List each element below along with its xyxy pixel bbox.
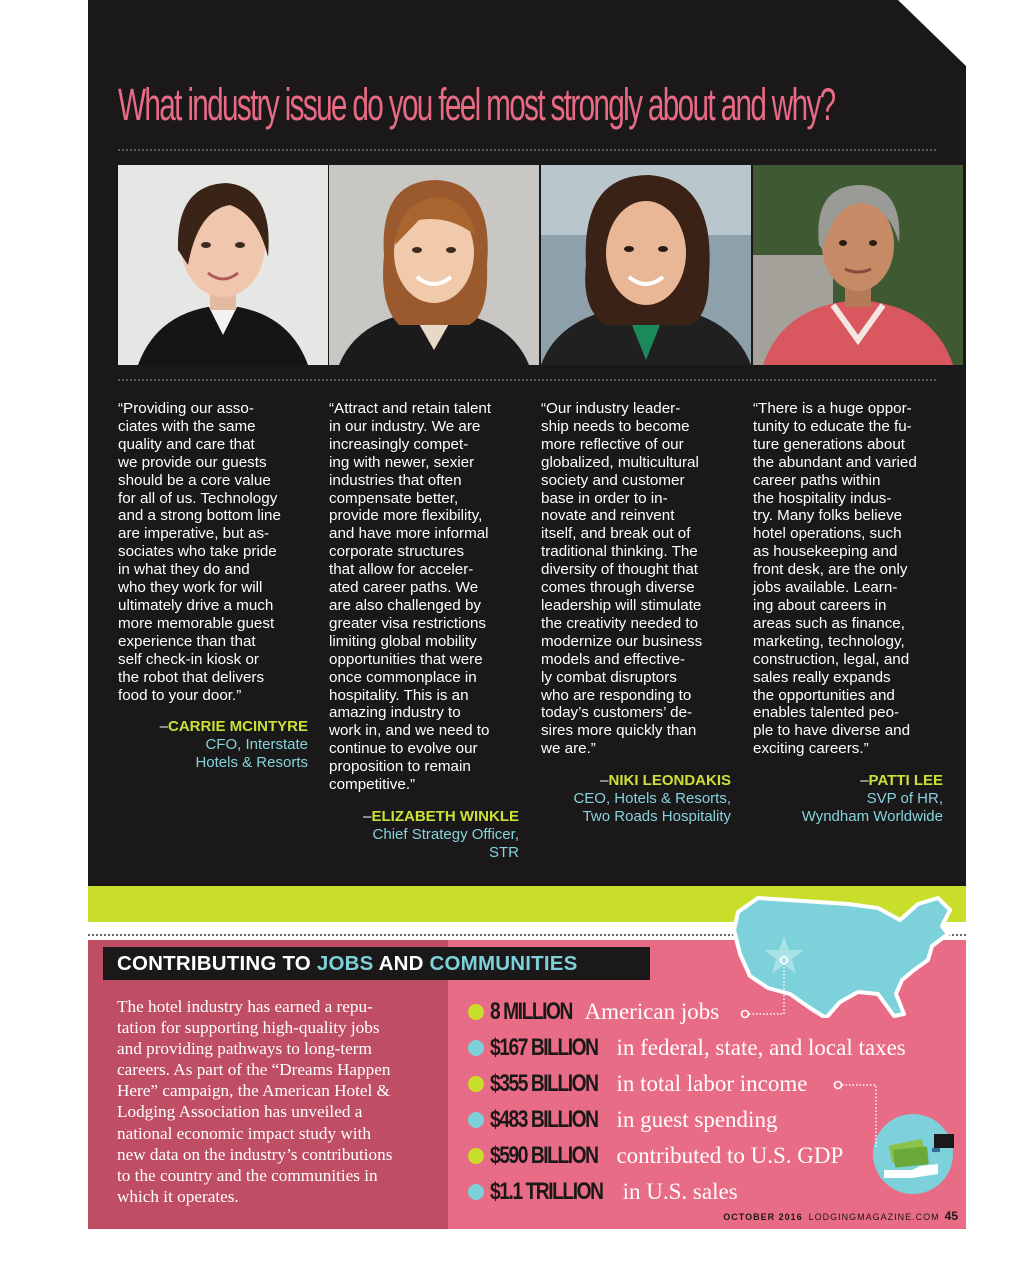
person-name: NIKI LEONDAKIS [608,772,731,790]
stat-description: contributed to U.S. GDP [616,1143,844,1168]
money-hand-icon [872,1108,954,1200]
bullet-dot [468,1148,484,1164]
quote-column [118,400,308,772]
headline-question: What industry issue do you feel most strongly about and why? [118,79,835,130]
bullet-dot [468,1184,484,1200]
stat-jobs [468,998,719,1026]
attribution: –NIKI LEONDAKIS CEO, Hotels & Resorts, Two Roads Hospitality [541,772,731,826]
bullet-dot [468,1112,484,1128]
person-title: Chief Strategy Officer, STR [372,825,519,861]
stat-description: in U.S. sales [622,1179,738,1204]
us-map-icon [728,890,960,1018]
quote-column [541,400,731,826]
person-title: SVP of HR, Wyndham Worldwide [801,790,943,826]
attribution: –CARRIE MCINTYRE CFO, Interstate Hotels & Resorts [118,718,308,772]
attribution: –ELIZABETH WINKLE Chief Strategy Officer, STR [329,808,519,862]
stat-figure: $167 BILLION [490,1034,598,1061]
stat-description: in federal, state, and local taxes [616,1035,906,1060]
dotted-divider [118,149,936,151]
section-header: CONTRIBUTING TO JOBS AND COMMUNITIES [103,947,650,980]
stat-description: American jobs [584,999,720,1024]
portrait-carrie-mcintyre [118,165,328,365]
quote-text: “Our industry leader- ship needs to become more reflective of our globalized, multicultural society and customer base in order to in- novate and reinvent itself, and break out of traditional thinking. The diversity of thought that comes through diverse leadership will stimulate the creativity needed to modernize our business models and effective- ly combat disruptors who are responding to today’s customers’ de- sires more quickly than we are.” [541,400,703,758]
stat-description: in total labor income [616,1071,808,1096]
stat-figure: $355 BILLION [490,1070,598,1097]
page-number: 45 [944,1209,958,1223]
person-title: CEO, Hotels & Resorts, Two Roads Hospitality [573,790,731,826]
stat-gdp [468,1142,843,1170]
bullet-dot [468,1004,484,1020]
stat-figure: 8 MILLION [490,998,572,1025]
portrait-niki-leondakis [541,165,751,365]
portrait-elizabeth-winkle [329,165,539,365]
website: LODGINGMAGAZINE.COM [808,1212,940,1222]
portrait-patti-lee [753,165,963,365]
stat-sales [468,1178,738,1206]
attribution: –PATTI LEE SVP of HR, Wyndham Worldwide [753,772,943,826]
quote-text: “Attract and retain talent in our industry. We are increasingly compet- ing with newer, sexier industries that often compensate better, provide more flexibility, and have more informal corporate structures that allow for acceler- ated career paths. We are also challenged by greater visa restrictions limiting global mobility opportunities that were once commonplace in hospitality. This is an amazing industry to work in, and we need to continue to evolve our proposition to remain competitive.” [329,400,492,794]
stat-guest-spending [468,1106,777,1134]
section-body: The hotel industry has earned a repu- tation for supporting high-quality jobs and providing pathways to long-term careers. As part of the “Dreams Happen Here” campaign, the American Hotel & Lodging Association has unveiled a national economic impact study with new data on the industry’s contributions to the country and the communities in which it operates. [117,997,393,1206]
person-name: PATTI LEE [868,772,943,790]
quote-text: “There is a huge oppor- tunity to educate the fu- ture generations about the abundant and varied career paths within the hospitality indus- try. Many folks believe hotel operations, such as housekeeping and front desk, are the only jobs available. Learn- ing about careers in areas such as finance, marketing, technology, construction, legal, and sales really expands the opportunities and enables talented peo- ple to have diverse and exciting careers.” [753,400,917,758]
person-name: CARRIE MCINTYRE [167,718,308,736]
stat-description: in guest spending [616,1107,778,1132]
bullet-dot [468,1076,484,1092]
dotted-divider [118,379,936,381]
stat-taxes [468,1034,906,1062]
stat-figure: $590 BILLION [490,1142,598,1169]
bullet-dot [468,1040,484,1056]
quote-column [329,400,519,862]
page-footer [723,1209,958,1223]
issue-date: OCTOBER 2016 [723,1212,803,1222]
stat-labor-income [468,1070,807,1098]
person-title: CFO, Interstate Hotels & Resorts [195,736,308,772]
quote-text: “Providing our asso- ciates with the same quality and care that we provide our guests should be a core value for all of us. Technology and a strong bottom line are imperative, but as- sociates who take pride in what they do and who they work for will ultimately drive a much more memorable guest experience than that self check-in kiosk or the robot that delivers food to your door.” [118,400,281,704]
person-name: ELIZABETH WINKLE [371,807,519,825]
stat-figure: $1.1 TRILLION [490,1178,603,1205]
stat-figure: $483 BILLION [490,1106,598,1133]
quote-column [753,400,943,826]
